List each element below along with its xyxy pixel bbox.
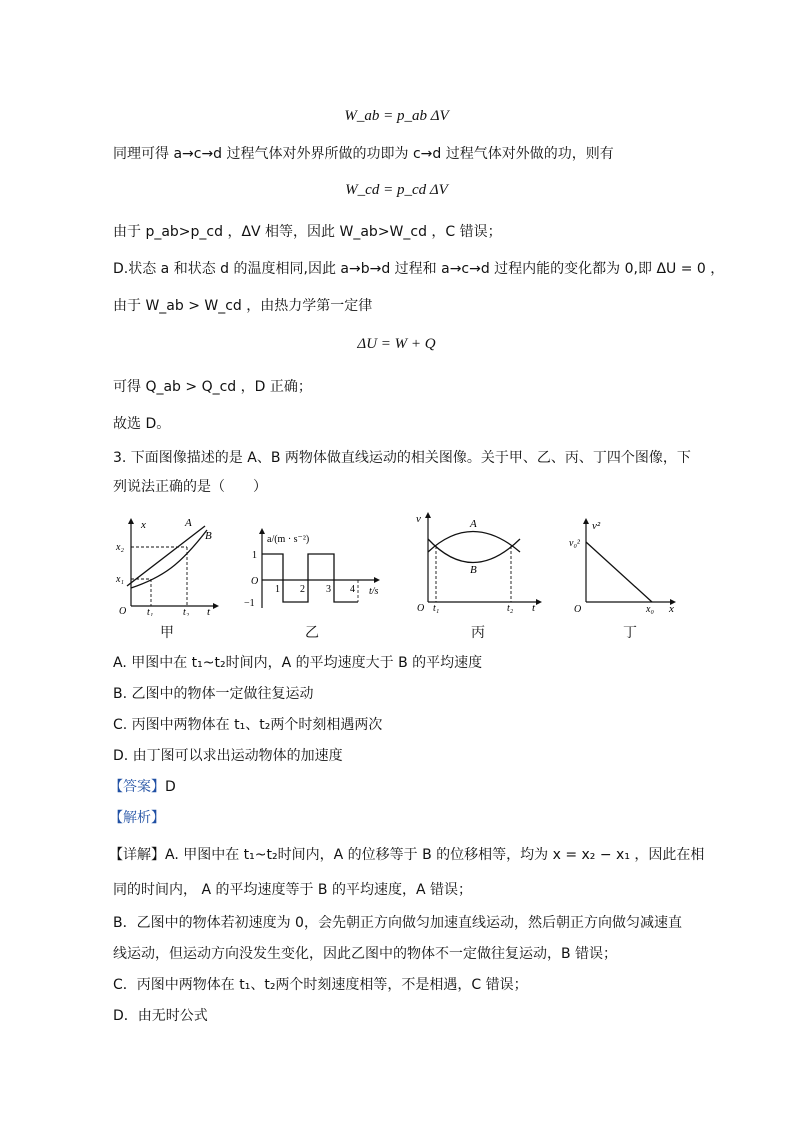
- option-d: D. 由丁图可以求出运动物体的加速度: [113, 748, 343, 764]
- caption-ding: 丁: [623, 625, 637, 641]
- label-t1: t₁: [433, 603, 440, 614]
- detail-line: C．丙图中两物体在 t₁、t₂两个时刻速度相等，不是相遇，C 错误；: [113, 977, 528, 993]
- option-a: A. 甲图中在 t₁~t₂时间内，A 的平均速度大于 B 的平均速度: [113, 655, 483, 671]
- text-line: 同理可得 a→c→d 过程气体对外界所做的功即为 c→d 过程气体对外做的功，则有: [113, 146, 614, 162]
- label-x0: x₀: [646, 604, 654, 615]
- question-3-stem: 列说法正确的是（ ）: [113, 479, 267, 495]
- figure-bing-vt-graph: [412, 508, 547, 620]
- tick-t3: 3: [326, 584, 331, 595]
- origin-label: O: [251, 576, 259, 587]
- figure-ding-v2x-graph: [566, 516, 681, 620]
- origin-label: O: [574, 604, 582, 615]
- detail-tag: 【详解】: [109, 847, 165, 863]
- label-x2: x₂: [116, 542, 124, 553]
- detail-line: 同的时间内， A 的平均速度等于 B 的平均速度，A 错误；: [113, 882, 473, 898]
- text-line: 由于 W_ab > W_cd ，由热力学第一定律: [113, 298, 373, 314]
- equation-work-cd: W_cd = p_cd ΔV: [345, 182, 448, 198]
- y-axis-label: v²: [592, 520, 601, 532]
- analysis-tag: 【解析】: [109, 810, 165, 826]
- option-b: B. 乙图中的物体一定做往复运动: [113, 686, 314, 702]
- label-b: B: [470, 564, 477, 576]
- x-axis-label: t: [207, 606, 211, 616]
- answer-line: [109, 777, 176, 797]
- text-line: 故选 D。: [113, 416, 171, 432]
- caption-yi: 乙: [305, 625, 319, 641]
- tick-neg1: −1: [244, 598, 255, 609]
- tick-t2: 2: [300, 584, 305, 595]
- equation-work-ab: W_ab = p_ab ΔV: [344, 108, 449, 124]
- origin-label: O: [119, 606, 127, 616]
- detail-text: A. 甲图中在 t₁~t₂时间内，A 的位移等于 B 的位移相等，均为 x = x₂ − x₁ ，因此在相: [165, 847, 705, 863]
- label-a: A: [470, 518, 477, 530]
- detail-line: B．乙图中的物体若初速度为 0，会先朝正方向做匀加速直线运动，然后朝正方向做匀减速直: [113, 915, 682, 931]
- label-t2: t₂: [183, 607, 190, 616]
- answer-value: D: [165, 779, 176, 795]
- label-t2: t₂: [507, 603, 514, 614]
- y-axis-label: v: [416, 513, 421, 525]
- text-line: 可得 Q_ab > Q_cd ，D 正确；: [113, 379, 312, 395]
- equation-first-law: ΔU = W + Q: [357, 336, 436, 352]
- label-t1: t₁: [147, 607, 154, 616]
- caption-jia: 甲: [160, 625, 174, 641]
- tick-t1: 1: [275, 584, 280, 595]
- question-3-stem: 3. 下面图像描述的是 A、B 两物体做直线运动的相关图像。关于甲、乙、丙、丁四个图像，下: [113, 450, 691, 466]
- detail-line: D．由无时公式: [113, 1008, 208, 1024]
- label-v0-squared: v₀²: [569, 538, 580, 549]
- x-axis-label: x: [669, 603, 674, 615]
- origin-label: O: [417, 603, 425, 614]
- x-axis-label: t/s: [369, 586, 379, 597]
- label-b: B: [205, 530, 212, 542]
- detail-line: [109, 845, 704, 865]
- figure-jia-xt-graph: [115, 516, 220, 620]
- text-line: D.状态 a 和状态 d 的温度相同,因此 a→b→d 过程和 a→c→d 过程内能的变化都为 0,即 ΔU = 0 ，: [113, 261, 725, 277]
- caption-bing: 丙: [471, 625, 485, 641]
- option-c: C. 丙图中两物体在 t₁、t₂两个时刻相遇两次: [113, 717, 383, 733]
- curve-a: [428, 532, 520, 553]
- answer-tag: 【答案】: [109, 779, 165, 795]
- label-x1: x₁: [116, 574, 124, 585]
- line-a: [127, 526, 205, 586]
- detail-line: 线运动，但运动方向没发生变化，因此乙图中的物体不一定做往复运动，B 错误；: [113, 946, 618, 962]
- tick-1: 1: [252, 550, 257, 561]
- x-axis-label: t: [532, 602, 536, 614]
- figure-yi-at-graph: [238, 528, 388, 617]
- line-v2-x: [586, 542, 652, 602]
- y-axis-label: x: [141, 519, 146, 531]
- y-axis-label: a/(m · s⁻²): [267, 534, 310, 545]
- text-line: 由于 p_ab>p_cd ，ΔV 相等，因此 W_ab>W_cd ，C 错误；: [113, 224, 502, 240]
- tick-t4: 4: [350, 584, 355, 595]
- label-a: A: [185, 517, 192, 529]
